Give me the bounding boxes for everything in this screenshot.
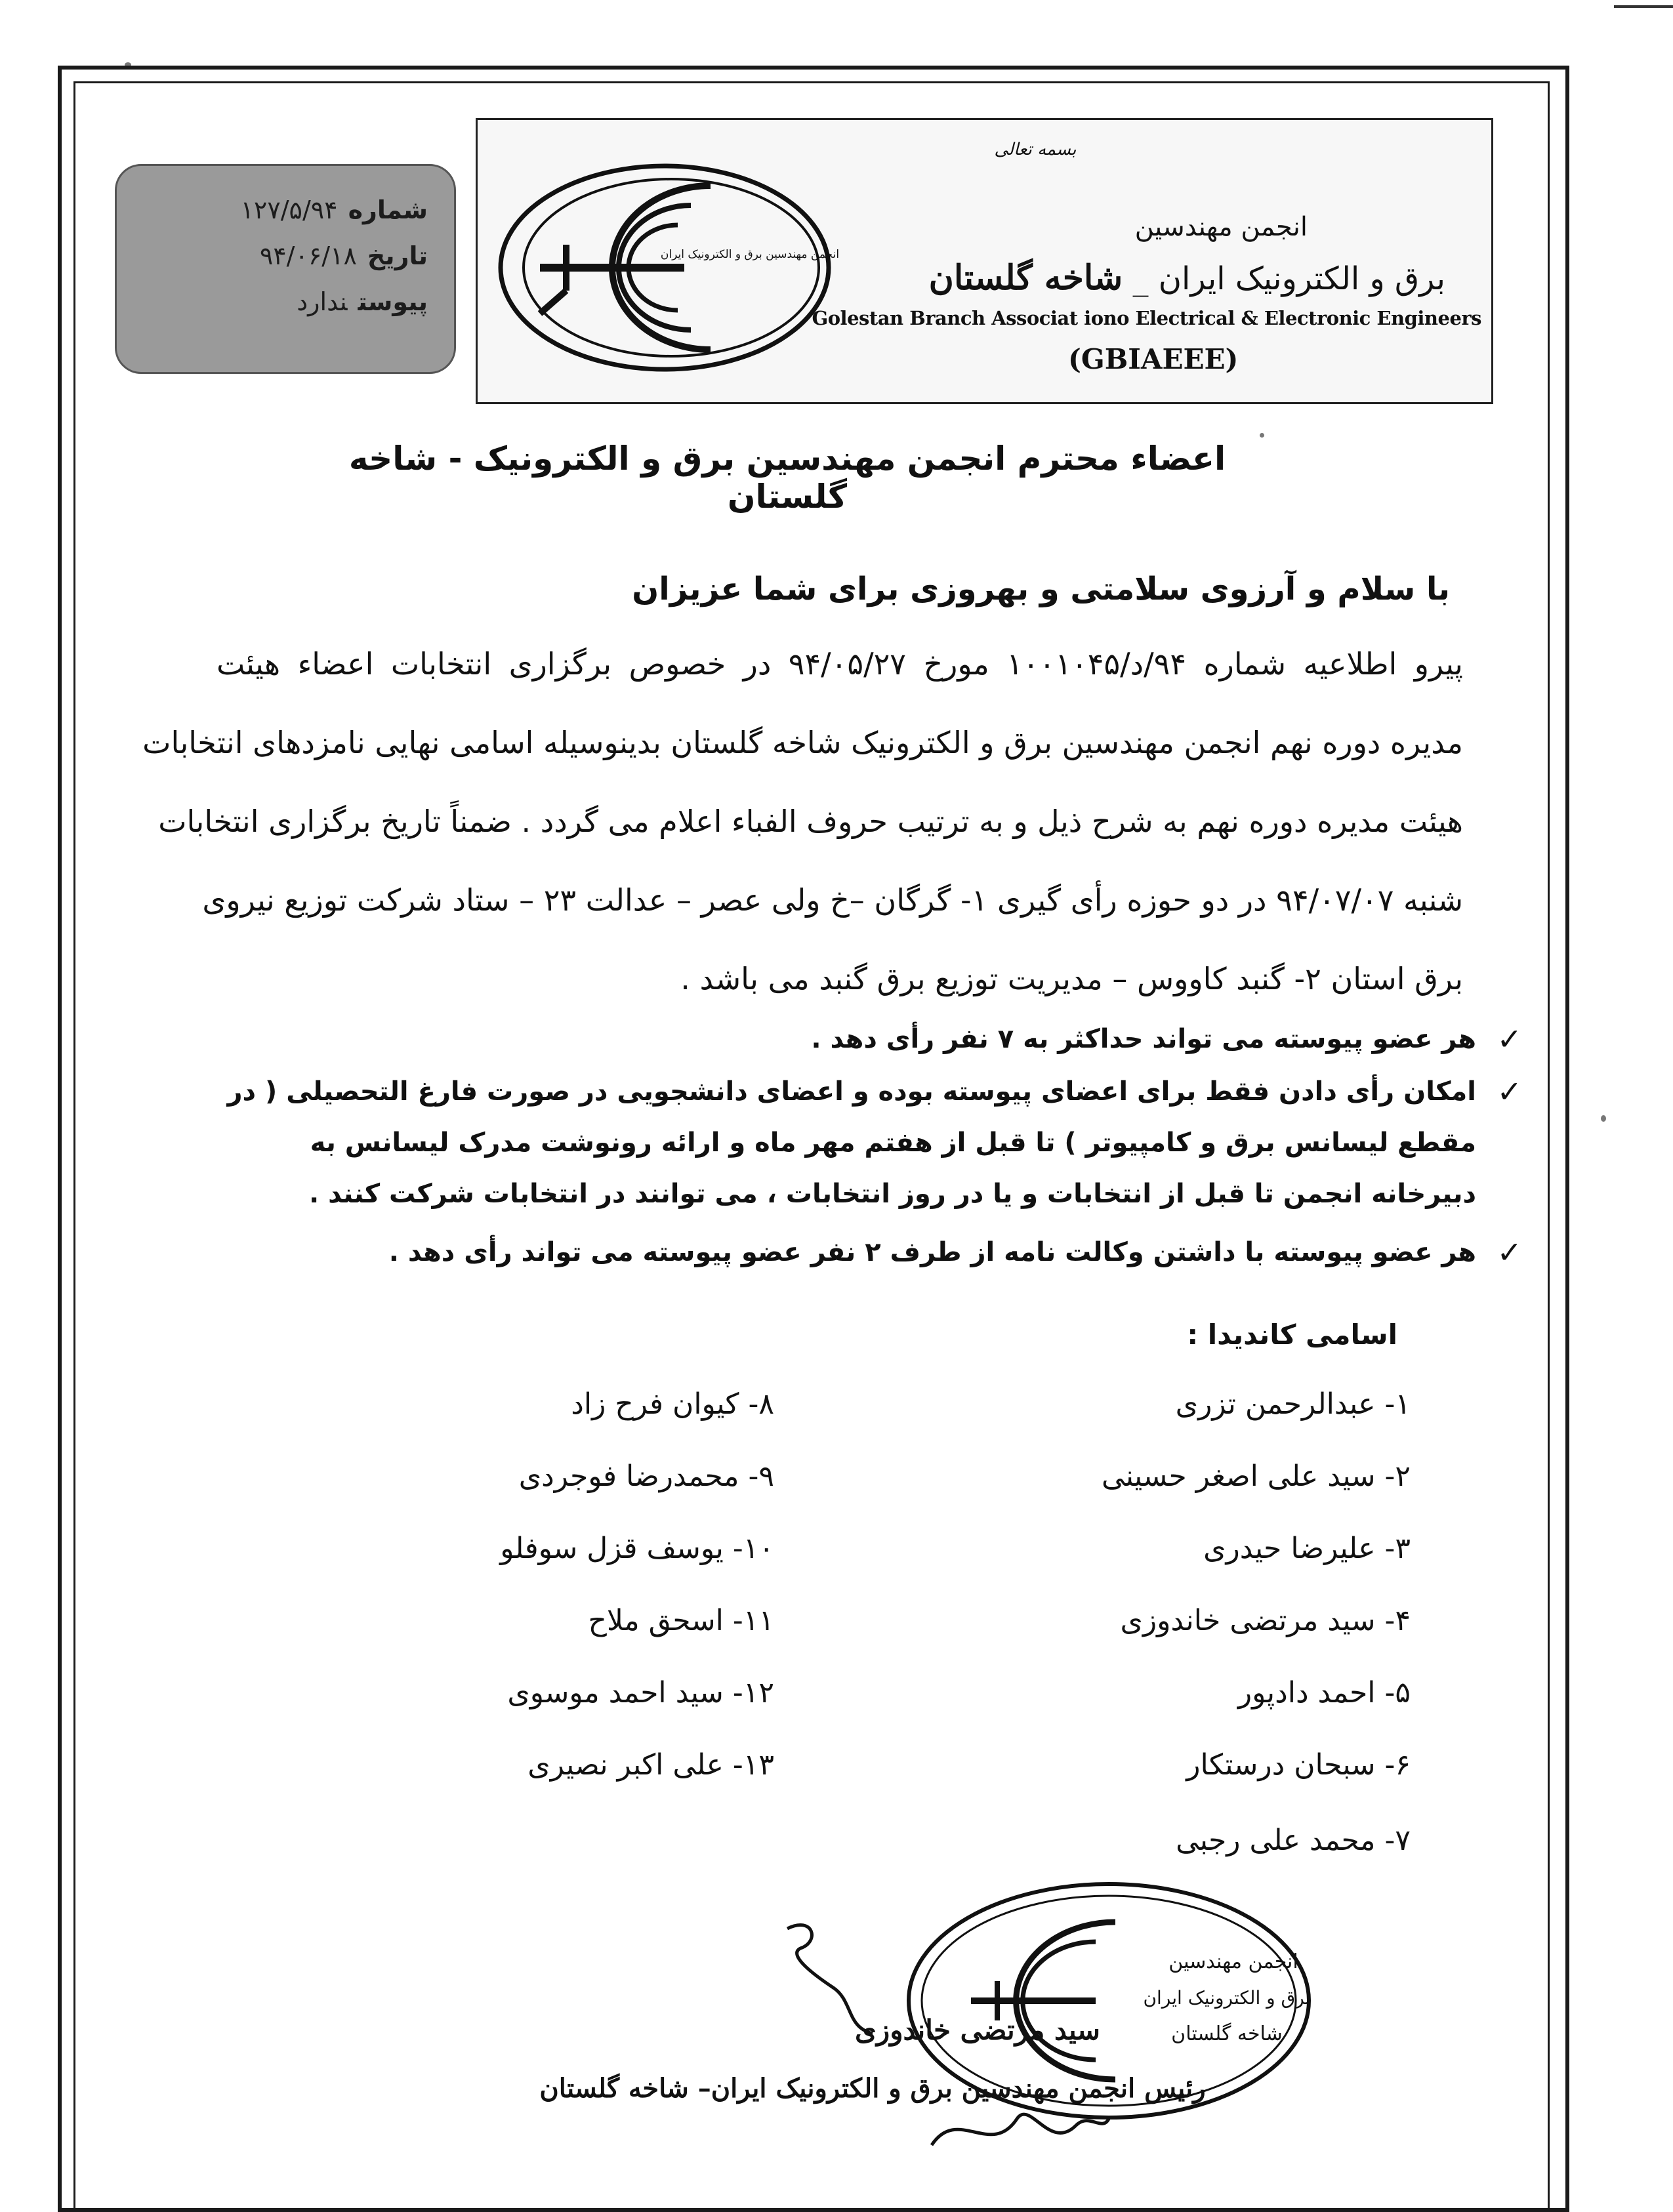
body-line: پیرو اطلاعیه شماره ۹۴/د/۱۰۰۱۰۴۵ مورخ ۹۴/۰۵/۲۷ در خصوص برگزاری انتخابات اعضاء هیئت (217, 646, 1463, 682)
signatory-name: سید مرتضی خاندوزی (855, 2014, 1100, 2046)
reference-attachment: پیوستندارد (297, 287, 428, 316)
bullet-item: ✓ هر عضو پیوسته با داشتن وکالت نامه از طرف ۲ نفر عضو پیوسته می تواند رأی دهد . (210, 1227, 1476, 1278)
candidate-item: ۱- عبدالرحمن تزری (1175, 1387, 1411, 1421)
candidate-item: ۸- کیوان فرح زاد (571, 1387, 774, 1421)
association-english-name: Golestan Branch Associat iono Electrical & Electronic Engineers (812, 307, 1481, 329)
association-abbreviation: (GBIAEEE) (1068, 343, 1239, 375)
candidate-item: ۱۰- یوسف قزل سوفلو (500, 1532, 774, 1565)
scan-speck (1601, 1115, 1606, 1122)
candidate-item: ۵- احمد دادپور (1237, 1676, 1411, 1710)
association-title-line1: انجمن مهندسین (1134, 212, 1308, 242)
bullet-item: ✓ امکان رأی دادن فقط برای اعضای پیوسته بوده و اعضای دانشجویی در صورت فارغ التحصیلی ( در مقطع لیسانس برق و کامپیوتر ) تا قبل از هفتم مهر ماه و ارائه رونوشت مدرک لیسانس به دبیرخانه انجمن تا قبل از انتخابات و یا در روز انتخابات ، می توانند در انتخابات شرکت کنند . (210, 1066, 1476, 1219)
candidate-item: ۱۲- سید احمد موسوی (507, 1676, 774, 1710)
candidates-heading: اسامی کاندیدا : (1187, 1319, 1397, 1351)
candidate-item: ۴- سید مرتضی خاندوزی (1120, 1604, 1411, 1637)
candidate-item: ۳- علیرضا حیدری (1203, 1532, 1411, 1565)
greeting: با سلام و آرزوی سلامتی و بهروزی برای شما عزیزان (632, 571, 1450, 607)
body-line: هیئت مدیره دوره نهم به شرح ذیل و به ترتیب حروف الفباء اعلام می گردد . ضمناً تاریخ برگزاری انتخابات (158, 804, 1463, 839)
candidate-item: ۶- سبحان درستکار (1186, 1748, 1411, 1782)
basmala: بسمه تعالی (994, 140, 1077, 159)
scan-edge-mark (1614, 5, 1673, 8)
signatory-title: رئیس انجمن مهندسین برق و الکترونیک ایران– شاخه گلستان (539, 2073, 1206, 2104)
letter-heading: اعضاء محترم انجمن مهندسین برق و الکترونیک - شاخه گلستان (348, 440, 1226, 516)
seal-line2: برق و الکترونیک ایران (1143, 1987, 1311, 2009)
bullet-item: ✓ هر عضو پیوسته می تواند حداکثر به ۷ نفر رأی دهد . (210, 1014, 1476, 1065)
candidate-item: ۱۱- اسحق ملاح (588, 1604, 774, 1637)
candidate-item: ۲- سید علی اصغر حسینی (1102, 1460, 1411, 1493)
association-logo (494, 159, 848, 376)
candidate-item: ۷- محمد علی رجبی (1176, 1824, 1411, 1857)
letter-reference-stamp (115, 164, 456, 374)
checkmark-icon: ✓ (1497, 1235, 1522, 1270)
seal-line1: انجمن مهندسین (1168, 1950, 1298, 1973)
body-line: مدیره دوره نهم انجمن مهندسین برق و الکترونیک شاخه گلستان بدینوسیله اسامی نهایی نامزدهای انتخابات (142, 725, 1463, 760)
association-title-line2: برق و الکترونیک ایران _ شاخه گلستان (928, 258, 1445, 298)
checkmark-icon: ✓ (1497, 1021, 1522, 1057)
candidate-item: ۱۳- علی اکبر نصیری (527, 1748, 774, 1782)
body-line: شنبه ۹۴/۰۷/۰۷ در دو حوزه رأی گیری ۱- گرگان –خ ولی عصر – عدالت ۲۳ – ستاد شرکت توزیع نیروی (202, 882, 1463, 918)
reference-number: شماره۱۲۷/۵/۹۴ (240, 195, 428, 224)
letterhead (476, 118, 1493, 404)
reference-date: تاریخ۹۴/۰۶/۱۸ (259, 241, 428, 270)
candidate-item: ۹- محمدرضا فوجردی (518, 1460, 774, 1493)
body-line: برق استان ۲- گنبد کاووس – مدیریت توزیع برق گنبد می باشد . (680, 961, 1463, 996)
checkmark-icon: ✓ (1497, 1074, 1522, 1109)
seal-line3: شاخه گلستان (1171, 2022, 1283, 2045)
logo-caption: انجمن مهندسین برق و الکترونیک ایران (660, 248, 840, 261)
